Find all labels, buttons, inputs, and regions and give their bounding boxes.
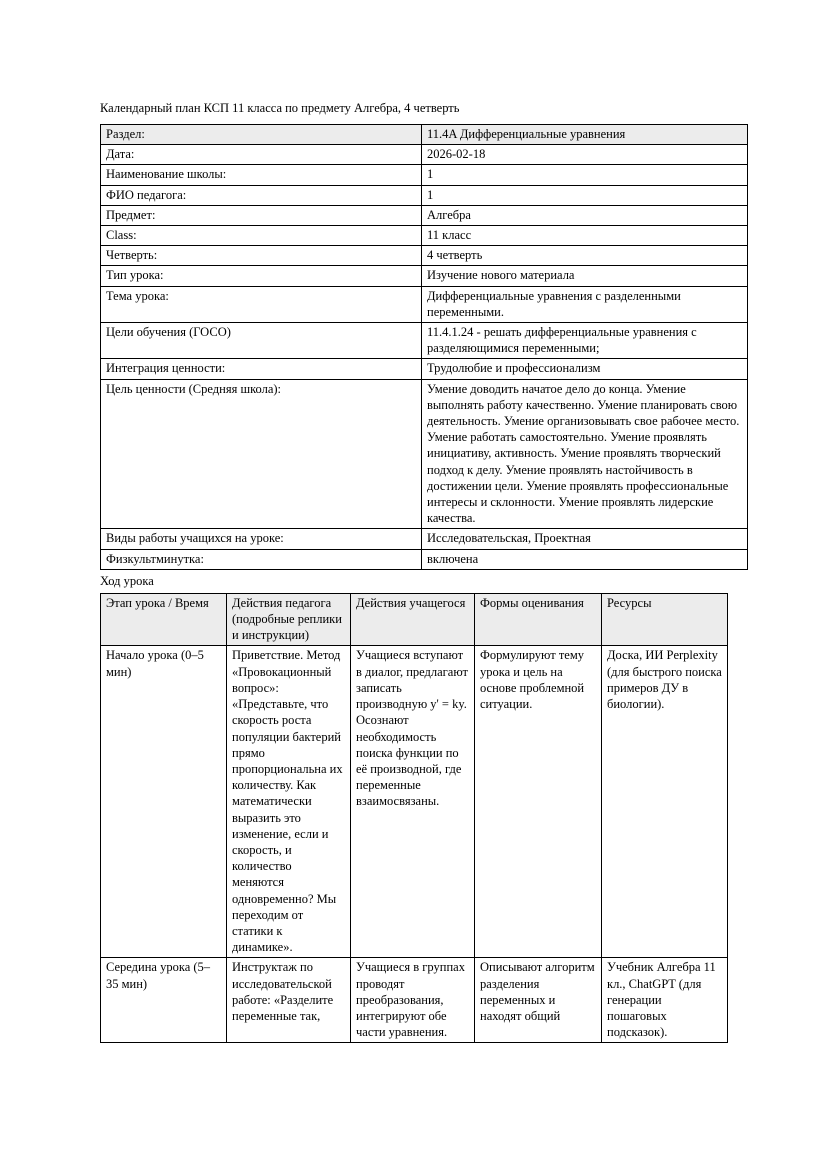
lesson-info-table [100, 124, 748, 570]
info-row-label: Наименование школы: [101, 165, 422, 185]
info-row-value: 11.4A Дифференциальные уравнения [422, 125, 748, 145]
table-row [101, 646, 728, 958]
info-row-label: Дата: [101, 145, 422, 165]
info-row-value: Алгебра [422, 205, 748, 225]
column-header: Ресурсы [602, 593, 728, 646]
table-row [101, 226, 748, 246]
resources-cell: Учебник Алгебра 11 кл., ChatGPT (для генерации пошаговых подсказок). [602, 958, 728, 1043]
lesson-info-body [101, 125, 748, 570]
info-row-value: 1 [422, 165, 748, 185]
info-row-label: Цель ценности (Средняя школа): [101, 379, 422, 529]
table-row [101, 379, 748, 529]
table-row [101, 145, 748, 165]
resources-cell: Доска, ИИ Perplexity (для быстрого поиска примеров ДУ в биологии). [602, 646, 728, 958]
lesson-flow-head [101, 593, 728, 646]
info-row-value: 2026-02-18 [422, 145, 748, 165]
info-row-label: Виды работы учащихся на уроке: [101, 529, 422, 549]
column-header: Действия учащегося [351, 593, 475, 646]
table-row [101, 246, 748, 266]
info-row-label: ФИО педагога: [101, 185, 422, 205]
info-row-label: Физкультминутка: [101, 549, 422, 569]
info-row-label: Предмет: [101, 205, 422, 225]
teacher-actions-cell: Инструктаж по исследовательской работе: «Разделите переменные так, [227, 958, 351, 1043]
table-row [101, 266, 748, 286]
table-row [101, 185, 748, 205]
info-row-value: включена [422, 549, 748, 569]
stage-cell: Середина урока (5–35 мин) [101, 958, 227, 1043]
info-row-value: Изучение нового материала [422, 266, 748, 286]
table-row [101, 529, 748, 549]
table-row [101, 958, 728, 1043]
info-row-value: Исследовательская, Проектная [422, 529, 748, 549]
table-row [101, 165, 748, 185]
table-row [101, 286, 748, 322]
info-row-label: Тип урока: [101, 266, 422, 286]
assessment-forms-cell: Формулируют тему урока и цель на основе проблемной ситуации. [475, 646, 602, 958]
info-row-label: Class: [101, 226, 422, 246]
info-row-value: Трудолюбие и профессионализм [422, 359, 748, 379]
table-row [101, 323, 748, 359]
info-row-value: 4 четверть [422, 246, 748, 266]
info-row-label: Тема урока: [101, 286, 422, 322]
info-row-value: 11.4.1.24 - решать дифференциальные уравнения с разделяющимися переменными; [422, 323, 748, 359]
column-header: Формы оценивания [475, 593, 602, 646]
table-header-row [101, 593, 728, 646]
assessment-forms-cell: Описывают алгоритм разделения переменных и находят общий [475, 958, 602, 1043]
table-row [101, 205, 748, 225]
info-row-value: Дифференциальные уравнения с разделенными переменными. [422, 286, 748, 322]
column-header: Действия педагога (подробные реплики и инструкции) [227, 593, 351, 646]
student-actions-cell: Учащиеся вступают в диалог, предлагают записать производную y' = ky. Осознают необходимость поиска функции по её производной, где переменные взаимосвязаны. [351, 646, 475, 958]
table-row [101, 359, 748, 379]
info-row-label: Раздел: [101, 125, 422, 145]
info-row-value: Умение доводить начатое дело до конца. Умение выполнять работу качественно. Умение планировать свою деятельность. Умение организовывать свое рабочее место. Умение работать самостоятельно. Умение проявлять инициативу, активность. Умение проявлять творческий подход к делу. Умение проявлять настойчивость в достижении цели. Умение проявлять профессиональные интересы и склонности. Умение проявлять лидерские качества. [422, 379, 748, 529]
info-row-label: Четверть: [101, 246, 422, 266]
lesson-flow-table [100, 593, 728, 1043]
lesson-flow-body [101, 646, 728, 1043]
page-title: Календарный план КСП 11 класса по предмету Алгебра, 4 четверть [100, 101, 460, 115]
flow-section-label: Ход урока [100, 573, 154, 588]
table-row [101, 549, 748, 569]
stage-cell: Начало урока (0–5 мин) [101, 646, 227, 958]
info-row-value: 1 [422, 185, 748, 205]
info-row-value: 11 класс [422, 226, 748, 246]
table-row [101, 125, 748, 145]
student-actions-cell: Учащиеся в группах проводят преобразования, интегрируют обе части уравнения. [351, 958, 475, 1043]
info-row-label: Цели обучения (ГОСО) [101, 323, 422, 359]
column-header: Этап урока / Время [101, 593, 227, 646]
info-row-label: Интеграция ценности: [101, 359, 422, 379]
teacher-actions-cell: Приветствие. Метод «Провокационный вопрос»: «Представьте, что скорость роста популяции бактерий прямо пропорциональна их количеству. Как математически выразить это изменение, если и скорость, и количество меняются одновременно? Мы переходим от статики к динамике». [227, 646, 351, 958]
